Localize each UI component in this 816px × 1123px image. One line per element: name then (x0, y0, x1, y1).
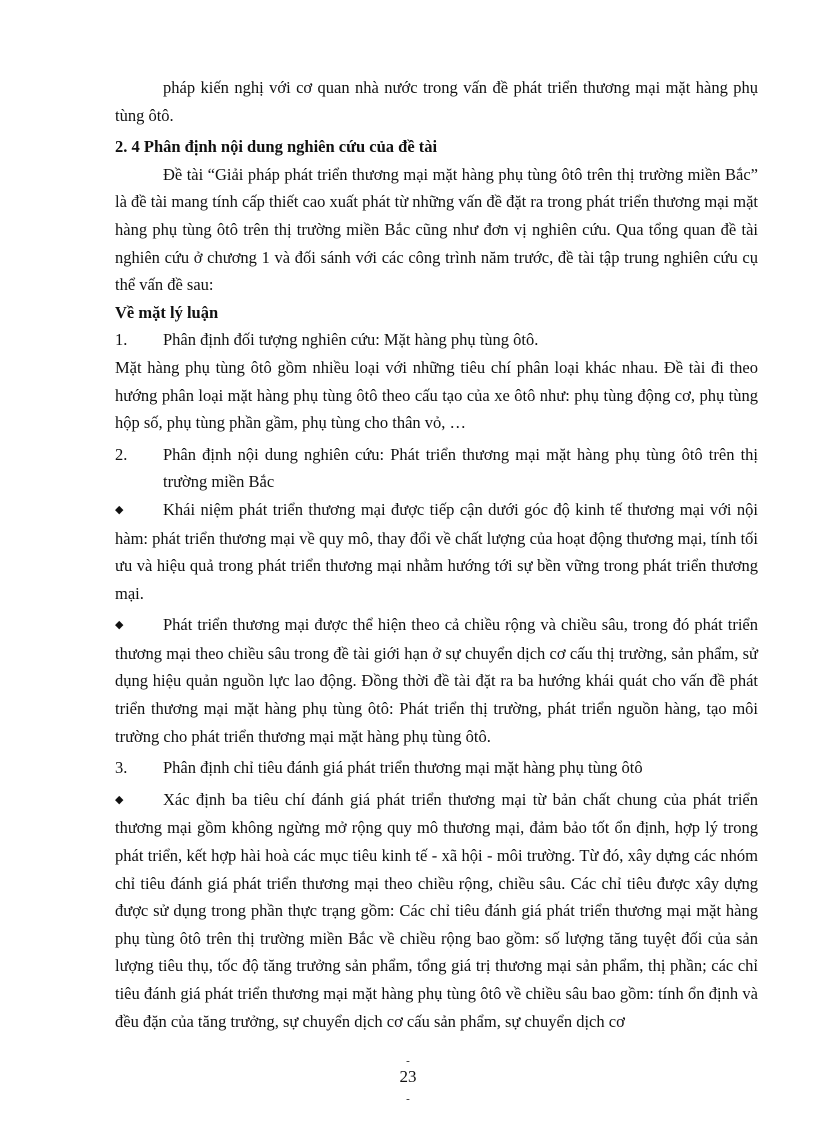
bullet-text: Khái niệm phát triển thương mại được tiếp cận dưới góc độ kinh tế thương mại với nội hàm: phát triển thương mại về quy mô, thay đổi về chất lượng của hoạt động thương mại, tính tối ưu và hiệu quả trong phát triển thương mại nhằm hướng tới sự bền vững trong phát triển thương mại. (115, 499, 758, 603)
footer-dash-bottom: - (406, 1093, 410, 1105)
item-number: 3. (115, 758, 128, 778)
numbered-item-1 (115, 326, 758, 354)
bullet-text: Xác định ba tiêu chí đánh giá phát triển thương mại từ bản chất chung của phát triển thương mại gồm không ngừng mở rộng quy mô thương mại, đảm bảo tốt ổn định, hợp lý trong phát triển, kết hợp hài hoà các mục tiêu kinh tế - xã hội - môi trường. Từ đó, xây dựng các nhóm chỉ tiêu đánh giá phát triển thương mại theo chiều rộng, chiều sâu. Các chỉ tiêu được xây dựng được sử dụng trong phần thực trạng gồm: Các chỉ tiêu đánh giá phát triển thương mại mặt hàng phụ tùng ôtô trên thị trường miền Bắc về chiều rộng bao gồm: số lượng tăng tuyệt đối của sản lượng tiêu thụ, tốc độ tăng trưởng sản phẩm, tổng giá trị thương mại sản phẩm, thị phần; các chỉ tiêu đánh giá phát triển thương mại mặt hàng phụ tùng ôtô về chiều sâu bao gồm: tính ổn định và đều đặn của tăng trưởng, sự chuyển dịch cơ cấu sản phẩm, sự chuyển dịch cơ (115, 789, 758, 1031)
item-text: Phân định nội dung nghiên cứu: Phát triển thương mại mặt hàng phụ tùng ôtô trên thị trường miền Bắc (163, 444, 758, 492)
document-page (115, 74, 758, 1035)
bullet-paragraph-3 (115, 786, 758, 1035)
item-text: Phân định đối tượng nghiên cứu: Mặt hàng phụ tùng ôtô. (163, 330, 539, 350)
item-number: 1. (115, 330, 128, 350)
bullet-paragraph-1 (115, 496, 758, 607)
paragraph-intro: Đề tài “Giải pháp phát triển thương mại mặt hàng phụ tùng ôtô trên thị trường miền Bắc” là đề tài mang tính cấp thiết cao xuất phát từ những vấn đề đặt ra trong phát triển thương mại mặt hàng phụ tùng ôtô trên thị trường miền Bắc cũng như đơn vị nghiên cứu. Qua tổng quan đề tài nghiên cứu ở chương 1 và đối sánh với các công trình năm trước, đề tài tập trung nghiên cứu cụ thể vấn đề sau: (115, 164, 758, 295)
section-heading-2-4: 2. 4 Phân định nội dung nghiên cứu của đề tài (115, 137, 438, 157)
subheading-theory: Về mặt lý luận (115, 302, 219, 322)
diamond-bullet-icon: ◆ (115, 619, 124, 632)
page-number: 23 (399, 1067, 417, 1086)
numbered-item-3 (115, 754, 758, 782)
item-number: 2. (115, 444, 128, 464)
item-text: Phân định chỉ tiêu đánh giá phát triển thương mại mặt hàng phụ tùng ôtô (163, 758, 643, 778)
diamond-bullet-icon: ◆ (115, 793, 124, 806)
paragraph-continuation: pháp kiến nghị với cơ quan nhà nước trong vấn đề phát triển thương mại mặt hàng phụ tùng ôtô. (115, 78, 758, 125)
numbered-item-2 (115, 441, 758, 496)
footer-dash-top: - (406, 1055, 410, 1067)
bullet-text: Phát triển thương mại được thể hiện theo cả chiều rộng và chiều sâu, trong đó phát triển thương mại theo chiều sâu trong đề tài giới hạn ở sự chuyển dịch cơ cấu thị trường, sản phẩm, sử dụng hiệu quản nguồn lực lao động. Đồng thời đề tài đặt ra ba hướng khái quát cho vấn đề phát triển thương mại mặt hàng phụ tùng ôtô: Phát triển thị trường, phát triển nguồn hàng, tạo môi trường cho phát triển thương mại mặt hàng phụ tùng ôtô. (115, 615, 758, 746)
paragraph-classification: Mặt hàng phụ tùng ôtô gồm nhiều loại với những tiêu chí phân loại khác nhau. Đề tài đi theo hướng phân loại mặt hàng phụ tùng ôtô theo cấu tạo của xe ôtô như: phụ tùng động cơ, phụ tùng hộp số, phụ tùng phần gầm, phụ tùng cho thân vỏ, … (115, 357, 758, 433)
diamond-bullet-icon: ◆ (115, 503, 124, 516)
bullet-paragraph-2 (115, 611, 758, 750)
